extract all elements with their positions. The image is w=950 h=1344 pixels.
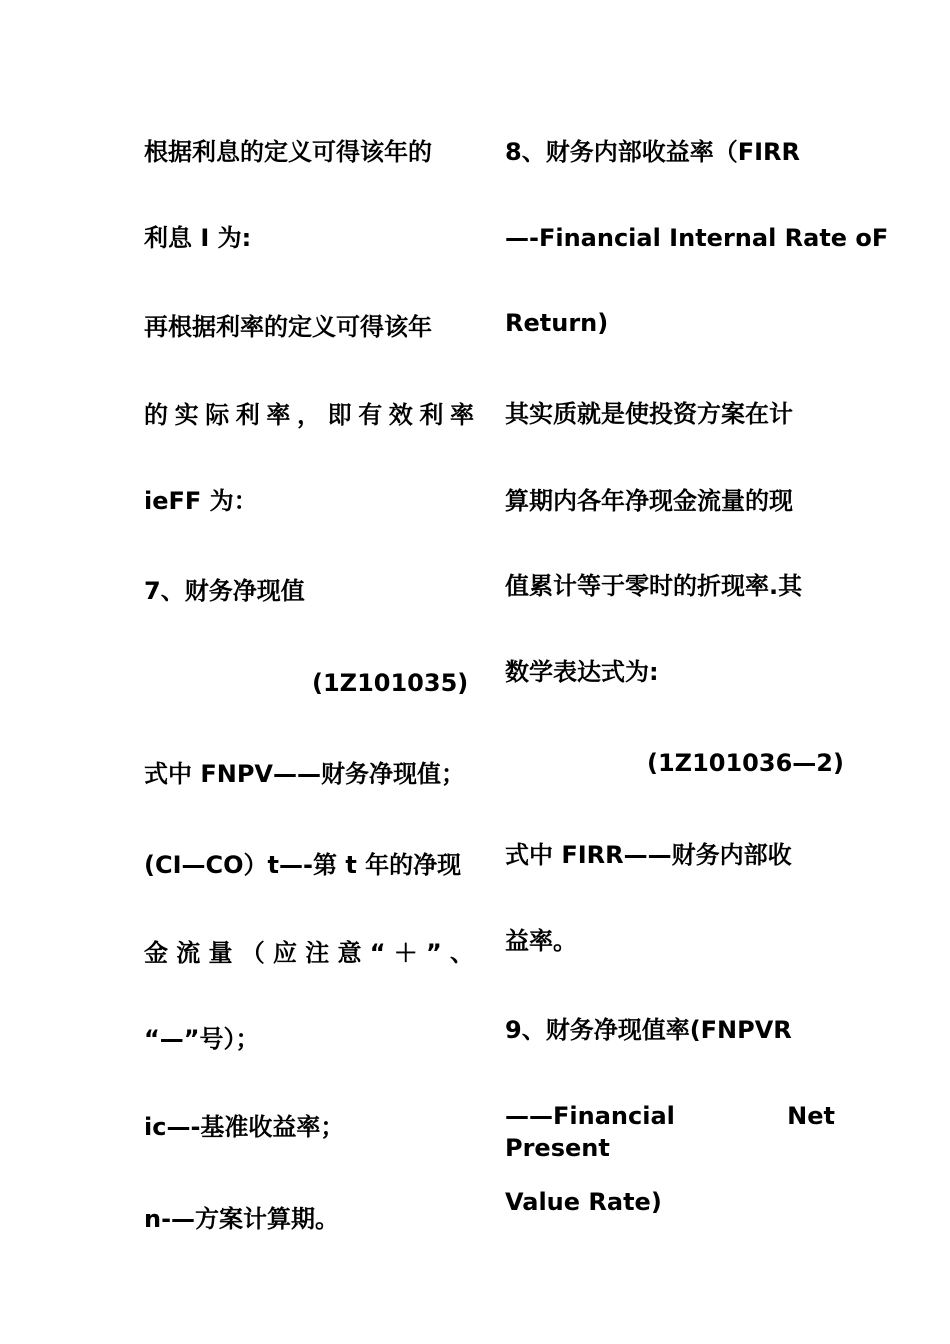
- right-line-11: 9、财务净现值率(FNPVR: [505, 1016, 792, 1044]
- left-line-11: “—”号）；: [144, 1025, 260, 1053]
- right-line-4: 其实质就是使投资方案在计: [505, 400, 793, 428]
- left-line-1: 根据利息的定义可得该年的: [144, 138, 432, 166]
- right-line-6: 值累计等于零时的折现率.其: [505, 572, 803, 600]
- right-line-5: 算期内各年净现金流量的现: [505, 487, 793, 515]
- left-line-5: ieFF 为：: [144, 487, 258, 515]
- left-line-12: ic—-基准收益率；: [144, 1113, 345, 1141]
- right-line-3: Return): [505, 309, 609, 337]
- right-line-13: Value Rate): [505, 1188, 662, 1216]
- left-line-4: 的实际利率，即有效利率: [144, 401, 474, 429]
- left-line-10: 金流量（应注意“＋”、: [144, 939, 474, 967]
- left-line-3: 再根据利率的定义可得该年: [144, 313, 432, 341]
- left-line-2: 利息 I 为:: [144, 224, 252, 252]
- right-line-9: 式中 FIRR——财务内部收: [505, 841, 792, 869]
- right-line-12: ——Financial Net Present: [505, 1102, 835, 1162]
- left-line-9: (CI—CO）t—-第 t 年的净现: [144, 851, 462, 879]
- left-line-6: 7、财务净现值: [144, 577, 305, 605]
- right-line-1: 8、财务内部收益率（FIRR: [505, 138, 800, 166]
- right-line-7: 数学表达式为:: [505, 658, 659, 686]
- right-line-10: 益率。: [505, 927, 577, 955]
- left-formula-number: (1Z101035): [312, 669, 469, 697]
- right-formula-number: (1Z101036—2): [647, 749, 844, 777]
- left-line-8: 式中 FNPV——财务净现值；: [144, 760, 465, 788]
- right-line-2: —-Financial Internal Rate oF: [505, 224, 889, 252]
- left-line-13: n-—方案计算期。: [144, 1205, 340, 1233]
